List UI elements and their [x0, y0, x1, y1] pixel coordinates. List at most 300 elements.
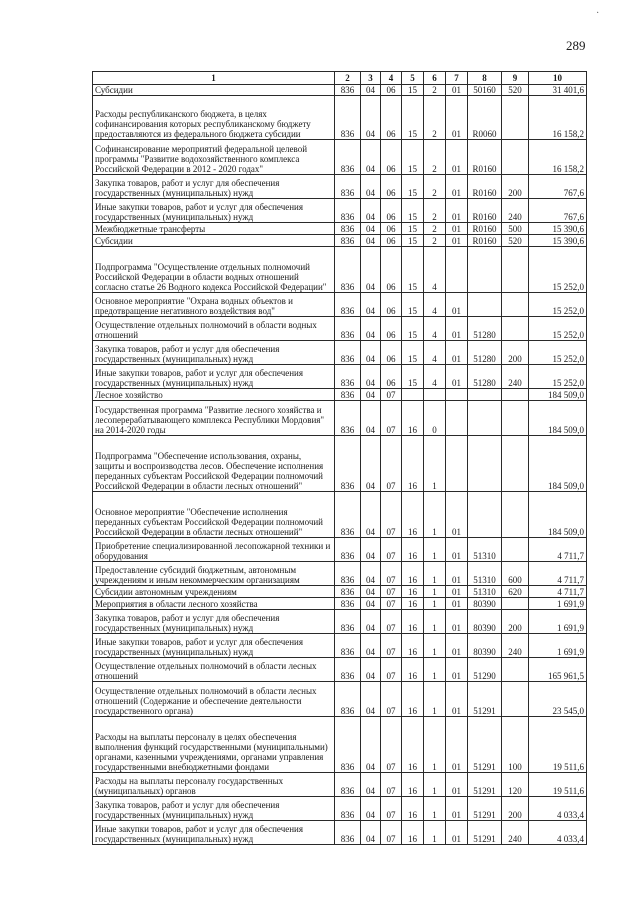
expense-type-cell: 240	[502, 821, 529, 845]
direction-cell	[468, 401, 502, 436]
amount-cell: 15 390,6	[529, 223, 587, 235]
activity-cell: 01	[446, 175, 468, 199]
activity-cell	[446, 247, 468, 293]
subsection-cell: 06	[381, 140, 402, 175]
program-cell: 16	[402, 821, 424, 845]
activity-cell: 01	[446, 610, 468, 634]
name-cell: Мероприятия в области лесного хозяйства	[93, 598, 335, 610]
amount-cell: 165 961,5	[529, 658, 587, 682]
program-cell: 16	[402, 773, 424, 797]
header-row	[93, 72, 587, 85]
subsection-cell: 06	[381, 365, 402, 389]
name-cell: Расходы на выплаты персоналу в целях обеспечения выполнения функций государственными (муниципальными) органами, казенными учреждениями, органами управления государственными внебюджетными фондами	[93, 717, 335, 773]
name-cell: Предоставление субсидий бюджетным, автономным учреждениям и иным некоммерческим организациям	[93, 562, 335, 586]
direction-cell: 51291	[468, 773, 502, 797]
subprogram-cell: 4	[424, 317, 446, 341]
activity-cell: 01	[446, 235, 468, 247]
expense-type-cell	[502, 317, 529, 341]
table-row	[93, 401, 587, 436]
section-cell: 04	[361, 492, 381, 538]
expense-type-cell: 200	[502, 341, 529, 365]
table-row	[93, 175, 587, 199]
section-cell: 04	[361, 341, 381, 365]
header-cell: 10	[529, 72, 587, 85]
grbs-cell: 836	[335, 634, 361, 658]
grbs-cell: 836	[335, 682, 361, 717]
program-cell: 16	[402, 562, 424, 586]
section-cell: 04	[361, 773, 381, 797]
direction-cell	[468, 436, 502, 492]
name-cell: Приобретение специализированной лесопожарной техники и оборудования	[93, 538, 335, 562]
section-cell: 04	[361, 634, 381, 658]
amount-cell: 767,6	[529, 199, 587, 223]
grbs-cell: 836	[335, 96, 361, 140]
name-cell: Закупка товаров, работ и услуг для обеспечения государственных (муниципальных) нужд	[93, 610, 335, 634]
subprogram-cell: 2	[424, 235, 446, 247]
section-cell: 04	[361, 797, 381, 821]
direction-cell	[468, 492, 502, 538]
subprogram-cell: 2	[424, 96, 446, 140]
section-cell: 04	[361, 717, 381, 773]
activity-cell	[446, 389, 468, 401]
direction-cell: 51310	[468, 586, 502, 598]
grbs-cell: 836	[335, 717, 361, 773]
name-cell: Закупка товаров, работ и услуг для обеспечения государственных (муниципальных) нужд	[93, 175, 335, 199]
grbs-cell: 836	[335, 247, 361, 293]
amount-cell: 4 033,4	[529, 821, 587, 845]
program-cell: 16	[402, 436, 424, 492]
program-cell: 16	[402, 492, 424, 538]
expense-type-cell: 620	[502, 586, 529, 598]
section-cell: 04	[361, 401, 381, 436]
program-cell: 15	[402, 317, 424, 341]
subprogram-cell: 1	[424, 598, 446, 610]
subsection-cell: 06	[381, 199, 402, 223]
direction-cell: R0160	[468, 140, 502, 175]
subsection-cell: 06	[381, 175, 402, 199]
subsection-cell: 07	[381, 717, 402, 773]
subsection-cell: 07	[381, 773, 402, 797]
grbs-cell: 836	[335, 436, 361, 492]
name-cell: Закупка товаров, работ и услуг для обеспечения государственных (муниципальных) нужд	[93, 341, 335, 365]
table-row	[93, 586, 587, 598]
subsection-cell: 06	[381, 235, 402, 247]
page-number: 289	[566, 38, 586, 53]
section-cell: 04	[361, 598, 381, 610]
subsection-cell: 07	[381, 389, 402, 401]
direction-cell: 51291	[468, 682, 502, 717]
name-cell: Субсидии	[93, 85, 335, 96]
amount-cell: 184 509,0	[529, 389, 587, 401]
table-row	[93, 365, 587, 389]
subprogram-cell: 0	[424, 401, 446, 436]
direction-cell: 80390	[468, 634, 502, 658]
header-cell: 8	[468, 72, 502, 85]
subprogram-cell: 2	[424, 175, 446, 199]
subprogram-cell: 1	[424, 821, 446, 845]
amount-cell: 31 401,6	[529, 85, 587, 96]
grbs-cell: 836	[335, 235, 361, 247]
expense-type-cell	[502, 401, 529, 436]
program-cell: 15	[402, 247, 424, 293]
activity-cell: 01	[446, 634, 468, 658]
subsection-cell: 06	[381, 293, 402, 317]
subsection-cell: 07	[381, 658, 402, 682]
subprogram-cell: 1	[424, 610, 446, 634]
section-cell: 04	[361, 140, 381, 175]
table-row	[93, 96, 587, 140]
direction-cell	[468, 293, 502, 317]
expense-type-cell: 500	[502, 223, 529, 235]
expense-type-cell: 200	[502, 797, 529, 821]
header-cell: 7	[446, 72, 468, 85]
subprogram-cell: 1	[424, 658, 446, 682]
section-cell: 04	[361, 658, 381, 682]
subprogram-cell: 4	[424, 247, 446, 293]
direction-cell: 51310	[468, 562, 502, 586]
grbs-cell: 836	[335, 365, 361, 389]
direction-cell: R0060	[468, 96, 502, 140]
expense-type-cell	[502, 247, 529, 293]
table-row	[93, 610, 587, 634]
activity-cell: 01	[446, 538, 468, 562]
activity-cell: 01	[446, 682, 468, 717]
expense-type-cell: 200	[502, 610, 529, 634]
grbs-cell: 836	[335, 293, 361, 317]
program-cell: 16	[402, 634, 424, 658]
program-cell: 16	[402, 717, 424, 773]
grbs-cell: 836	[335, 821, 361, 845]
table-row	[93, 682, 587, 717]
program-cell: 15	[402, 85, 424, 96]
table-row	[93, 317, 587, 341]
budget-table	[92, 71, 587, 845]
name-cell: Иные закупки товаров, работ и услуг для обеспечения государственных (муниципальных) нужд	[93, 365, 335, 389]
program-cell: 15	[402, 293, 424, 317]
table-row	[93, 223, 587, 235]
section-cell: 04	[361, 821, 381, 845]
subprogram-cell: 2	[424, 85, 446, 96]
subprogram-cell: 1	[424, 634, 446, 658]
activity-cell: 01	[446, 821, 468, 845]
program-cell: 16	[402, 401, 424, 436]
subprogram-cell: 1	[424, 682, 446, 717]
subprogram-cell	[424, 389, 446, 401]
direction-cell: 51291	[468, 821, 502, 845]
direction-cell: 51291	[468, 797, 502, 821]
amount-cell: 4 033,4	[529, 797, 587, 821]
expense-type-cell: 240	[502, 199, 529, 223]
amount-cell: 15 252,0	[529, 341, 587, 365]
section-cell: 04	[361, 235, 381, 247]
section-cell: 04	[361, 293, 381, 317]
grbs-cell: 836	[335, 658, 361, 682]
amount-cell: 19 511,6	[529, 717, 587, 773]
grbs-cell: 836	[335, 773, 361, 797]
direction-cell: R0160	[468, 223, 502, 235]
grbs-cell: 836	[335, 610, 361, 634]
table-row	[93, 717, 587, 773]
grbs-cell: 836	[335, 598, 361, 610]
expense-type-cell	[502, 658, 529, 682]
subprogram-cell: 1	[424, 492, 446, 538]
amount-cell: 15 252,0	[529, 293, 587, 317]
section-cell: 04	[361, 538, 381, 562]
program-cell: 15	[402, 175, 424, 199]
header-cell: 9	[502, 72, 529, 85]
expense-type-cell	[502, 436, 529, 492]
amount-cell: 1 691,9	[529, 610, 587, 634]
activity-cell: 01	[446, 797, 468, 821]
table-row	[93, 598, 587, 610]
program-cell: 15	[402, 365, 424, 389]
grbs-cell: 836	[335, 140, 361, 175]
direction-cell	[468, 247, 502, 293]
expense-type-cell: 240	[502, 365, 529, 389]
name-cell: Основное мероприятие "Охрана водных объектов и предотвращение негативного воздействия вод"	[93, 293, 335, 317]
table-row	[93, 797, 587, 821]
table-row	[93, 634, 587, 658]
table-row	[93, 492, 587, 538]
direction-cell: R0160	[468, 175, 502, 199]
name-cell: Межбюджетные трансферты	[93, 223, 335, 235]
activity-cell: 01	[446, 562, 468, 586]
direction-cell: 80390	[468, 598, 502, 610]
grbs-cell: 836	[335, 85, 361, 96]
name-cell: Иные закупки товаров, работ и услуг для обеспечения государственных (муниципальных) нужд	[93, 634, 335, 658]
subsection-cell: 06	[381, 223, 402, 235]
expense-type-cell: 120	[502, 773, 529, 797]
subprogram-cell: 4	[424, 341, 446, 365]
name-cell: Расходы на выплаты персоналу государственных (муниципальных) органов	[93, 773, 335, 797]
table-row	[93, 341, 587, 365]
expense-type-cell	[502, 492, 529, 538]
table-row	[93, 85, 587, 96]
activity-cell: 01	[446, 717, 468, 773]
table-row	[93, 436, 587, 492]
direction-cell: 51291	[468, 717, 502, 773]
section-cell: 04	[361, 175, 381, 199]
activity-cell: 01	[446, 773, 468, 797]
table-row	[93, 199, 587, 223]
subsection-cell: 06	[381, 317, 402, 341]
subsection-cell: 07	[381, 634, 402, 658]
subsection-cell: 07	[381, 492, 402, 538]
program-cell: 16	[402, 538, 424, 562]
activity-cell: 01	[446, 96, 468, 140]
program-cell: 15	[402, 96, 424, 140]
grbs-cell: 836	[335, 562, 361, 586]
name-cell: Закупка товаров, работ и услуг для обеспечения государственных (муниципальных) нужд	[93, 797, 335, 821]
amount-cell: 16 158,2	[529, 96, 587, 140]
subsection-cell: 07	[381, 401, 402, 436]
name-cell: Расходы республиканского бюджета, в целях софинансирования которых республиканскому бюджету предоставляются из федерального бюджета субсидии	[93, 96, 335, 140]
grbs-cell: 836	[335, 175, 361, 199]
name-cell: Осуществление отдельных полномочий в области водных отношений	[93, 317, 335, 341]
amount-cell: 15 390,6	[529, 235, 587, 247]
program-cell: 16	[402, 586, 424, 598]
expense-type-cell	[502, 293, 529, 317]
table-row	[93, 235, 587, 247]
direction-cell: 51280	[468, 341, 502, 365]
expense-type-cell	[502, 682, 529, 717]
subsection-cell: 07	[381, 682, 402, 717]
activity-cell: 01	[446, 586, 468, 598]
program-cell	[402, 389, 424, 401]
header-cell: 3	[361, 72, 381, 85]
activity-cell: 01	[446, 140, 468, 175]
subsection-cell: 06	[381, 341, 402, 365]
subsection-cell: 07	[381, 797, 402, 821]
direction-cell: 51290	[468, 658, 502, 682]
expense-type-cell	[502, 96, 529, 140]
subsection-cell: 07	[381, 598, 402, 610]
amount-cell: 4 711,7	[529, 562, 587, 586]
expense-type-cell: 600	[502, 562, 529, 586]
subprogram-cell: 2	[424, 223, 446, 235]
name-cell: Иные закупки товаров, работ и услуг для обеспечения государственных (муниципальных) нужд	[93, 821, 335, 845]
corner-mark: ·	[596, 8, 600, 19]
grbs-cell: 836	[335, 317, 361, 341]
table-row	[93, 773, 587, 797]
direction-cell: 50160	[468, 85, 502, 96]
name-cell: Государственная программа "Развитие лесного хозяйства и лесоперерабатывающего комплекса Республики Мордовия" на 2014-2020 годы	[93, 401, 335, 436]
expense-type-cell: 240	[502, 634, 529, 658]
program-cell: 16	[402, 610, 424, 634]
amount-cell: 23 545,0	[529, 682, 587, 717]
table-row	[93, 562, 587, 586]
name-cell: Подпрограмма "Осуществление отдельных полномочий Российской Федерации в области водных отношений согласно статье 26 Водного кодекса Российской Федерации"	[93, 247, 335, 293]
activity-cell: 01	[446, 658, 468, 682]
program-cell: 16	[402, 682, 424, 717]
direction-cell: 80390	[468, 610, 502, 634]
section-cell: 04	[361, 610, 381, 634]
subsection-cell: 07	[381, 538, 402, 562]
direction-cell: R0160	[468, 199, 502, 223]
activity-cell: 01	[446, 199, 468, 223]
table-row	[93, 658, 587, 682]
subprogram-cell: 1	[424, 717, 446, 773]
subsection-cell: 07	[381, 610, 402, 634]
activity-cell: 01	[446, 365, 468, 389]
amount-cell: 15 252,0	[529, 365, 587, 389]
subsection-cell: 06	[381, 96, 402, 140]
table-row	[93, 821, 587, 845]
amount-cell: 1 691,9	[529, 634, 587, 658]
name-cell: Осуществление отдельных полномочий в области лесных отношений	[93, 658, 335, 682]
section-cell: 04	[361, 96, 381, 140]
section-cell: 04	[361, 199, 381, 223]
header-cell: 4	[381, 72, 402, 85]
expense-type-cell	[502, 598, 529, 610]
activity-cell: 01	[446, 317, 468, 341]
activity-cell: 01	[446, 598, 468, 610]
program-cell: 16	[402, 797, 424, 821]
name-cell: Осуществление отдельных полномочий в области лесных отношений (Содержание и обеспечение деятельности государственного органа)	[93, 682, 335, 717]
table-body	[93, 85, 587, 845]
table-row	[93, 247, 587, 293]
name-cell: Субсидии	[93, 235, 335, 247]
subsection-cell: 06	[381, 247, 402, 293]
subprogram-cell: 1	[424, 538, 446, 562]
expense-type-cell	[502, 538, 529, 562]
subprogram-cell: 2	[424, 199, 446, 223]
section-cell: 04	[361, 586, 381, 598]
expense-type-cell	[502, 140, 529, 175]
program-cell: 15	[402, 223, 424, 235]
grbs-cell: 836	[335, 199, 361, 223]
subprogram-cell: 1	[424, 797, 446, 821]
subsection-cell: 07	[381, 436, 402, 492]
header-cell: 5	[402, 72, 424, 85]
section-cell: 04	[361, 247, 381, 293]
table-row	[93, 389, 587, 401]
name-cell: Основное мероприятие "Обеспечение исполнения переданных субъектам Российской Федерации полномочий Российской Федерации в области лесных отношений"	[93, 492, 335, 538]
subprogram-cell: 1	[424, 436, 446, 492]
section-cell: 04	[361, 365, 381, 389]
subsection-cell: 07	[381, 821, 402, 845]
grbs-cell: 836	[335, 797, 361, 821]
amount-cell: 184 509,0	[529, 401, 587, 436]
program-cell: 15	[402, 235, 424, 247]
section-cell: 04	[361, 562, 381, 586]
grbs-cell: 836	[335, 586, 361, 598]
subsection-cell: 06	[381, 85, 402, 96]
expense-type-cell	[502, 389, 529, 401]
subprogram-cell: 1	[424, 586, 446, 598]
header-cell: 2	[335, 72, 361, 85]
name-cell: Субсидии автономным учреждениям	[93, 586, 335, 598]
subprogram-cell: 4	[424, 293, 446, 317]
program-cell: 15	[402, 199, 424, 223]
table-row	[93, 293, 587, 317]
grbs-cell: 836	[335, 223, 361, 235]
grbs-cell: 836	[335, 389, 361, 401]
amount-cell: 4 711,7	[529, 538, 587, 562]
subsection-cell: 07	[381, 586, 402, 598]
amount-cell: 184 509,0	[529, 436, 587, 492]
amount-cell: 1 691,9	[529, 598, 587, 610]
subprogram-cell: 1	[424, 773, 446, 797]
program-cell: 16	[402, 598, 424, 610]
activity-cell	[446, 401, 468, 436]
activity-cell: 01	[446, 341, 468, 365]
name-cell: Лесное хозяйство	[93, 389, 335, 401]
header-cell: 1	[93, 72, 335, 85]
activity-cell: 01	[446, 492, 468, 538]
name-cell: Иные закупки товаров, работ и услуг для обеспечения государственных (муниципальных) нужд	[93, 199, 335, 223]
grbs-cell: 836	[335, 492, 361, 538]
table-row	[93, 140, 587, 175]
section-cell: 04	[361, 389, 381, 401]
name-cell: Софинансирование мероприятий федеральной целевой программы "Развитие водохозяйственного комплекса Российской Федерации в 2012 - 2020 годах"	[93, 140, 335, 175]
direction-cell: 51280	[468, 317, 502, 341]
grbs-cell: 836	[335, 341, 361, 365]
activity-cell: 01	[446, 293, 468, 317]
activity-cell: 01	[446, 85, 468, 96]
amount-cell: 15 252,0	[529, 247, 587, 293]
direction-cell: 51280	[468, 365, 502, 389]
subprogram-cell: 4	[424, 365, 446, 389]
amount-cell: 16 158,2	[529, 140, 587, 175]
subprogram-cell: 2	[424, 140, 446, 175]
amount-cell: 4 711,7	[529, 586, 587, 598]
amount-cell: 15 252,0	[529, 317, 587, 341]
expense-type-cell: 100	[502, 717, 529, 773]
amount-cell: 184 509,0	[529, 492, 587, 538]
section-cell: 04	[361, 682, 381, 717]
subsection-cell: 07	[381, 562, 402, 586]
